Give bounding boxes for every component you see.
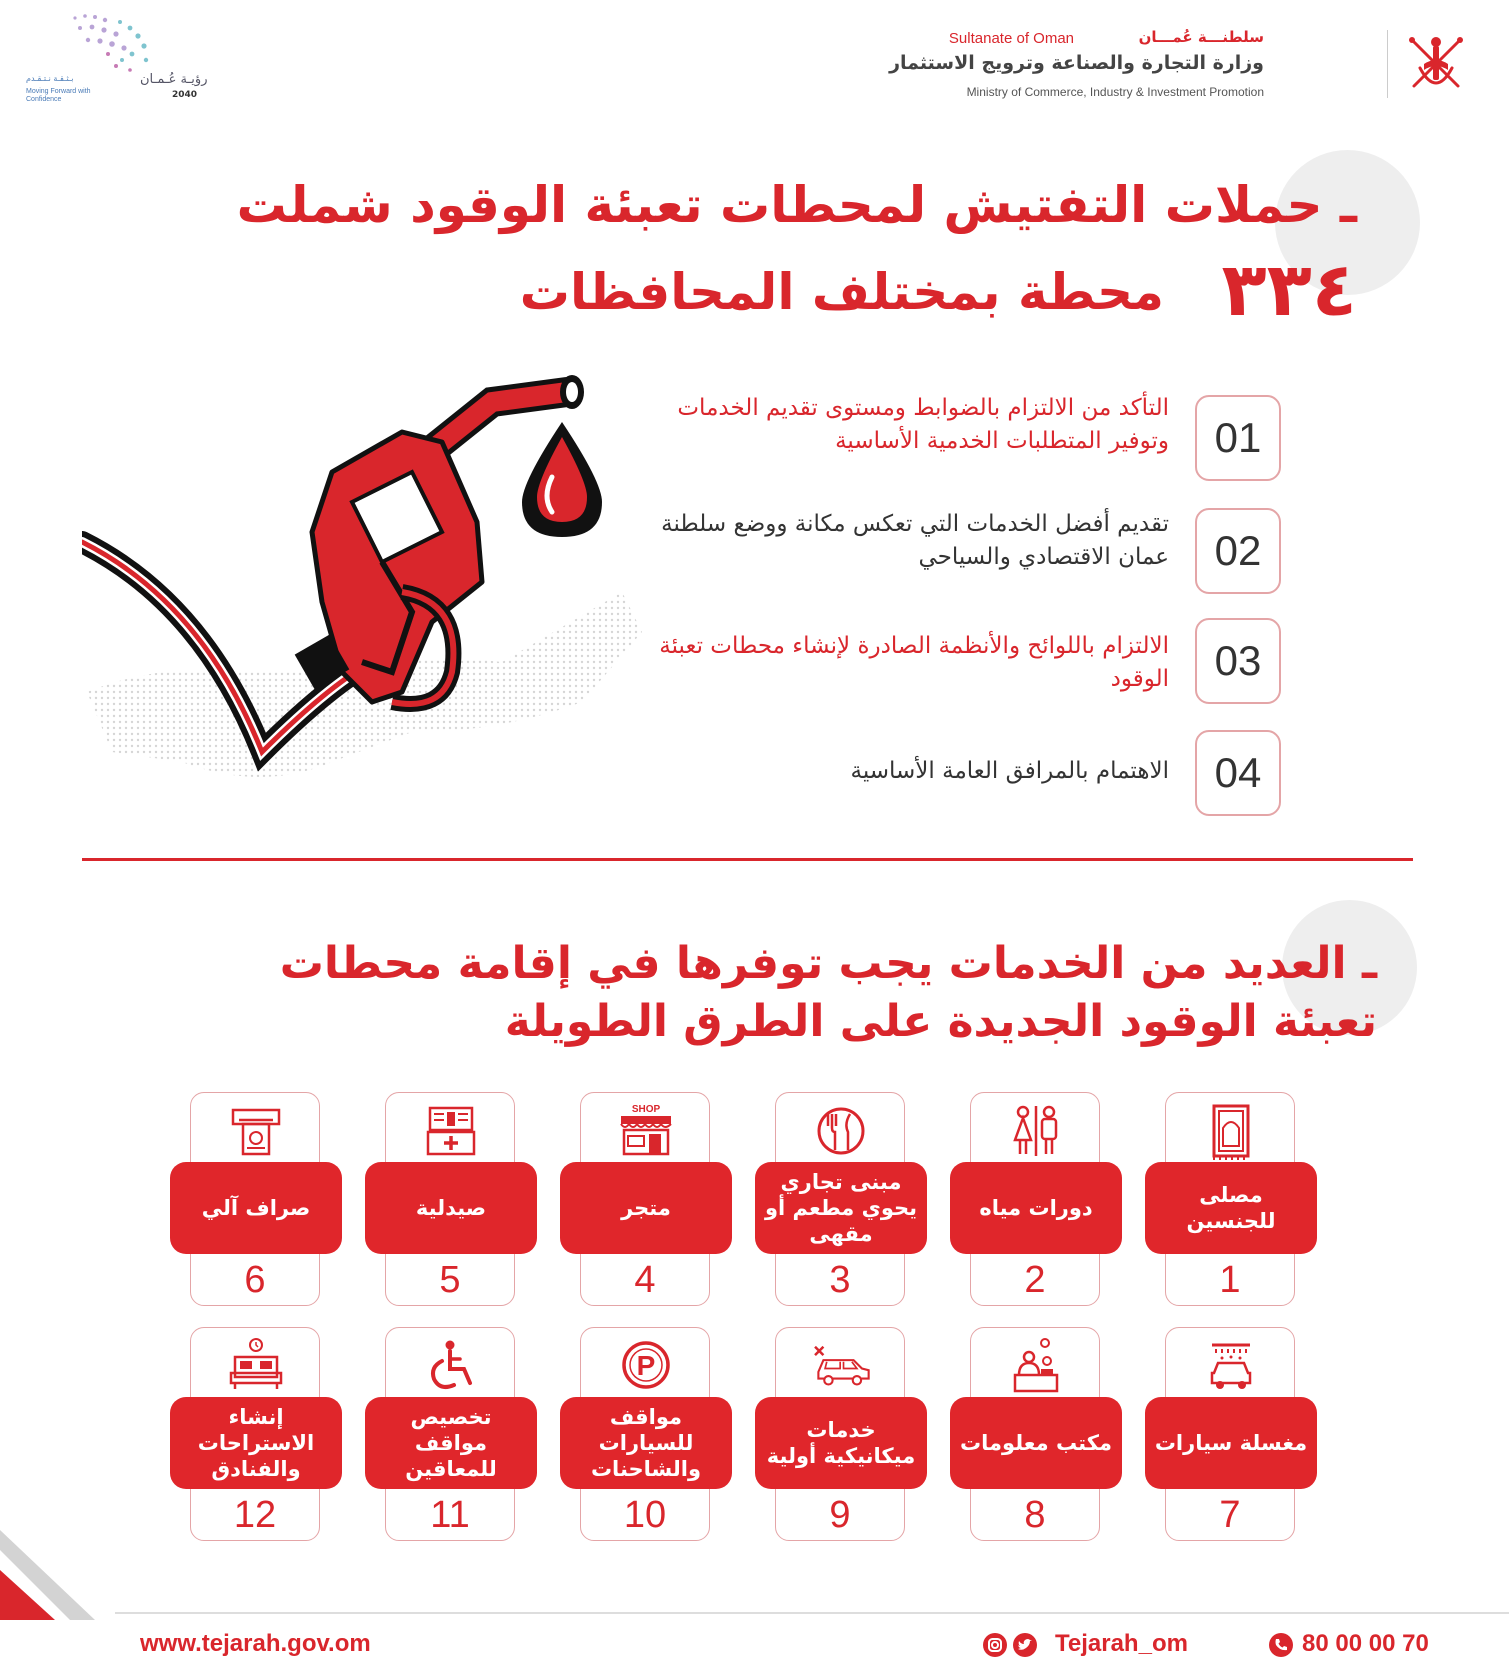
service-card-1 [1145, 1092, 1317, 1306]
service-label: مغسلة سيارات [1145, 1397, 1317, 1489]
phone-number[interactable]: 80 00 00 70 [1302, 1630, 1429, 1657]
website-link[interactable]: www.tejarah.gov.om [140, 1630, 371, 1657]
section2-title-line1: ـ العديد من الخدمات يجب توفرها في إقامة محطات [279, 938, 1377, 989]
prayer-mat-icon [1200, 1100, 1262, 1162]
goal-text-04: الاهتمام بالمرافق العامة الأساسية [850, 758, 1169, 784]
goal-text-02: تقديم أفضل الخدمات التي تعكس مكانة ووضع سلطنة عمان الاقتصادي والسياحي [661, 511, 1169, 570]
service-number: 3 [829, 1259, 851, 1301]
section1-title-line2: محطة بمختلف المحافظات [519, 263, 1164, 321]
goal-text-01: التأكد من الالتزام بالضوابط ومستوى تقديم الخدمات وتوفير المتطلبات الخدمية الأساسية [677, 395, 1169, 454]
footer-divider [115, 1612, 1509, 1614]
atm-icon [225, 1100, 287, 1162]
service-label: خدمات ميكانيكية أولية [755, 1397, 927, 1489]
service-number: 8 [1024, 1494, 1046, 1536]
service-label: مبنى تجاري يحوي مطعم أو مقهى [755, 1162, 927, 1254]
goal-text-03: الالتزام باللوائح والأنظمة الصادرة لإنشاء محطات تعبئة الوقود [659, 633, 1169, 692]
service-number: 9 [829, 1494, 851, 1536]
service-card-2 [950, 1092, 1122, 1306]
wheelchair-icon [420, 1335, 482, 1397]
stations-count: ٣٣٤ [1221, 247, 1357, 333]
header-separator [1387, 30, 1388, 98]
service-card-4 [560, 1092, 732, 1306]
service-number: 10 [623, 1494, 667, 1536]
ministry-name-en: Ministry of Commerce, Industry & Investment Promotion [966, 85, 1264, 99]
car-service-icon [810, 1335, 872, 1397]
service-card-9 [755, 1327, 927, 1541]
shop-icon [615, 1100, 677, 1162]
service-label: دورات مياه [950, 1162, 1122, 1254]
instagram-icon[interactable] [982, 1632, 1008, 1658]
service-card-6 [170, 1092, 342, 1306]
vision-slogan-ar: بـثـقـة نـتـقـدم [26, 74, 74, 83]
hotel-bed-icon [225, 1335, 287, 1397]
restaurant-icon [810, 1100, 872, 1162]
twitter-icon[interactable] [1012, 1632, 1038, 1658]
service-card-11 [365, 1327, 537, 1541]
service-label: تخصيص مواقف للمعاقين [365, 1397, 537, 1489]
parking-icon [615, 1335, 677, 1397]
service-number: 4 [634, 1259, 656, 1301]
service-label: مصلى للجنسين [1145, 1162, 1317, 1254]
service-label: مكتب معلومات [950, 1397, 1122, 1489]
vision-logo-year: 2040 [172, 90, 198, 100]
service-number: 5 [439, 1259, 461, 1301]
country-name-ar: سلطنـــة عُمـــان [1138, 28, 1264, 46]
service-card-5 [365, 1092, 537, 1306]
service-number: 6 [244, 1259, 266, 1301]
section2-title-line2: تعبئة الوقود الجديدة على الطرق الطويلة [504, 996, 1377, 1047]
goal-number-01: 01 [1195, 395, 1281, 481]
goal-number-02: 02 [1195, 508, 1281, 594]
goal-number-03: 03 [1195, 618, 1281, 704]
country-name-en: Sultanate of Oman [948, 30, 1074, 47]
phone-icon [1268, 1632, 1294, 1658]
car-wash-icon [1200, 1335, 1262, 1397]
service-card-10 [560, 1327, 732, 1541]
section2-title [77, 935, 1377, 1051]
ministry-name-ar: وزارة التجارة والصناعة وترويج الاستثمار [889, 52, 1264, 74]
fuel-nozzle-illustration-icon [82, 372, 702, 802]
social-handle[interactable]: Tejarah_om [1055, 1630, 1188, 1657]
goal-number-04: 04 [1195, 730, 1281, 816]
service-card-3 [755, 1092, 927, 1306]
service-label: صيدلية [365, 1162, 537, 1254]
section-divider [82, 858, 1413, 861]
service-card-12 [170, 1327, 342, 1541]
service-label: متجر [560, 1162, 732, 1254]
service-card-7 [1145, 1327, 1317, 1541]
service-label: إنشاء الاستراحات والفنادق [170, 1397, 342, 1489]
service-number: 11 [430, 1494, 470, 1536]
information-desk-icon [1005, 1335, 1067, 1397]
parking-icon-text: P [636, 1350, 656, 1381]
service-number: 12 [233, 1494, 277, 1536]
vision-logo-text: رؤيـة عُـمـان [140, 72, 208, 87]
service-number: 7 [1219, 1494, 1241, 1536]
vision-slogan-en: Moving Forward with Confidence [26, 88, 91, 103]
service-number: 2 [1024, 1259, 1046, 1301]
service-card-8 [950, 1327, 1122, 1541]
oman-emblem-icon [1400, 28, 1472, 100]
service-label: صراف آلي [170, 1162, 342, 1254]
service-label: مواقف للسيارات والشاحنات [560, 1397, 732, 1489]
service-number: 1 [1219, 1259, 1241, 1301]
shop-icon-text: SHOP [631, 1104, 661, 1115]
restroom-icon [1005, 1100, 1067, 1162]
section1-title-line1: ـ حملات التفتيش لمحطات تعبئة الوقود شملت [236, 176, 1357, 234]
corner-stripes-decoration [0, 1530, 110, 1620]
pharmacy-icon [420, 1100, 482, 1162]
